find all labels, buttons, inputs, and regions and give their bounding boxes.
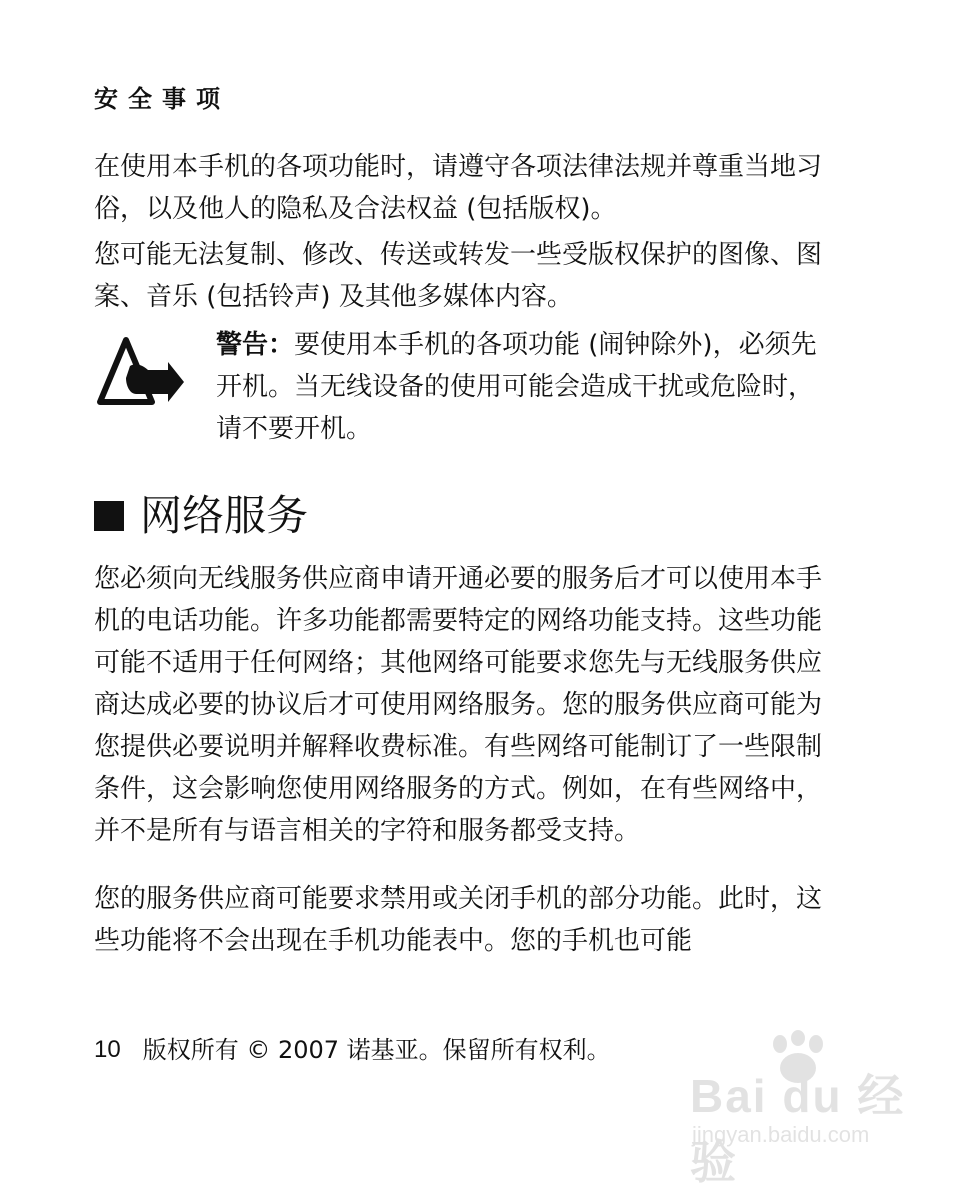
warning-label: 警告： — [216, 330, 295, 360]
paragraph-network-services: 您必须向无线服务供应商申请开通必要的服务后才可以使用本手机的电话功能。许多功能都需要特定的网络功能支持。这些功能可能不适用于任何网络；其他网络可能要求您先与无线服务供应商达成必要的协议后才可使用网络服务。您的服务供应商可能为您提供必要说明并解释收费标准。有些网络可能制订了一些限制条件，这会影响您使用网络服务的方式。例如，在有些网络中，并不是所有与语言相关的字符和服务都受支持。 — [94, 564, 823, 846]
paragraph-disabled-features: 您的服务供应商可能要求禁用或关闭手机的部分功能。此时，这些功能将不会出现在手机功能表中。您的手机也可能 — [94, 884, 823, 956]
warning-hand-icon — [96, 336, 186, 406]
copyright-notice: 版权所有 © 2007 诺基亚。保留所有权利。 — [142, 1036, 611, 1064]
page-footer — [94, 1030, 611, 1070]
page-number: 10 — [94, 1036, 121, 1063]
paragraph-copyright: 您可能无法复制、修改、传送或转发一些受版权保护的图像、图案、音乐 (包括铃声) 及其他多媒体内容。 — [94, 240, 823, 312]
page-header: 安全事项 — [94, 85, 230, 113]
baidu-watermark — [690, 1030, 930, 1188]
watermark-url: jingyan.baidu.com — [692, 1122, 870, 1147]
section-heading — [94, 488, 308, 544]
paragraph-privacy: 在使用本手机的各项功能时，请遵守各项法律法规并尊重当地习俗，以及他人的隐私及合法权益 (包括版权)。 — [94, 152, 823, 224]
warning-text: 要使用本手机的各项功能 (闹钟除外)，必须先开机。当无线设备的使用可能会造成干扰或危险时，请不要开机。 — [216, 330, 817, 444]
section-title: 网络服务 — [140, 491, 309, 540]
warning-block — [216, 324, 828, 450]
watermark-logo-text: Bai du 经验 — [690, 1070, 906, 1188]
square-bullet-icon — [94, 501, 124, 531]
